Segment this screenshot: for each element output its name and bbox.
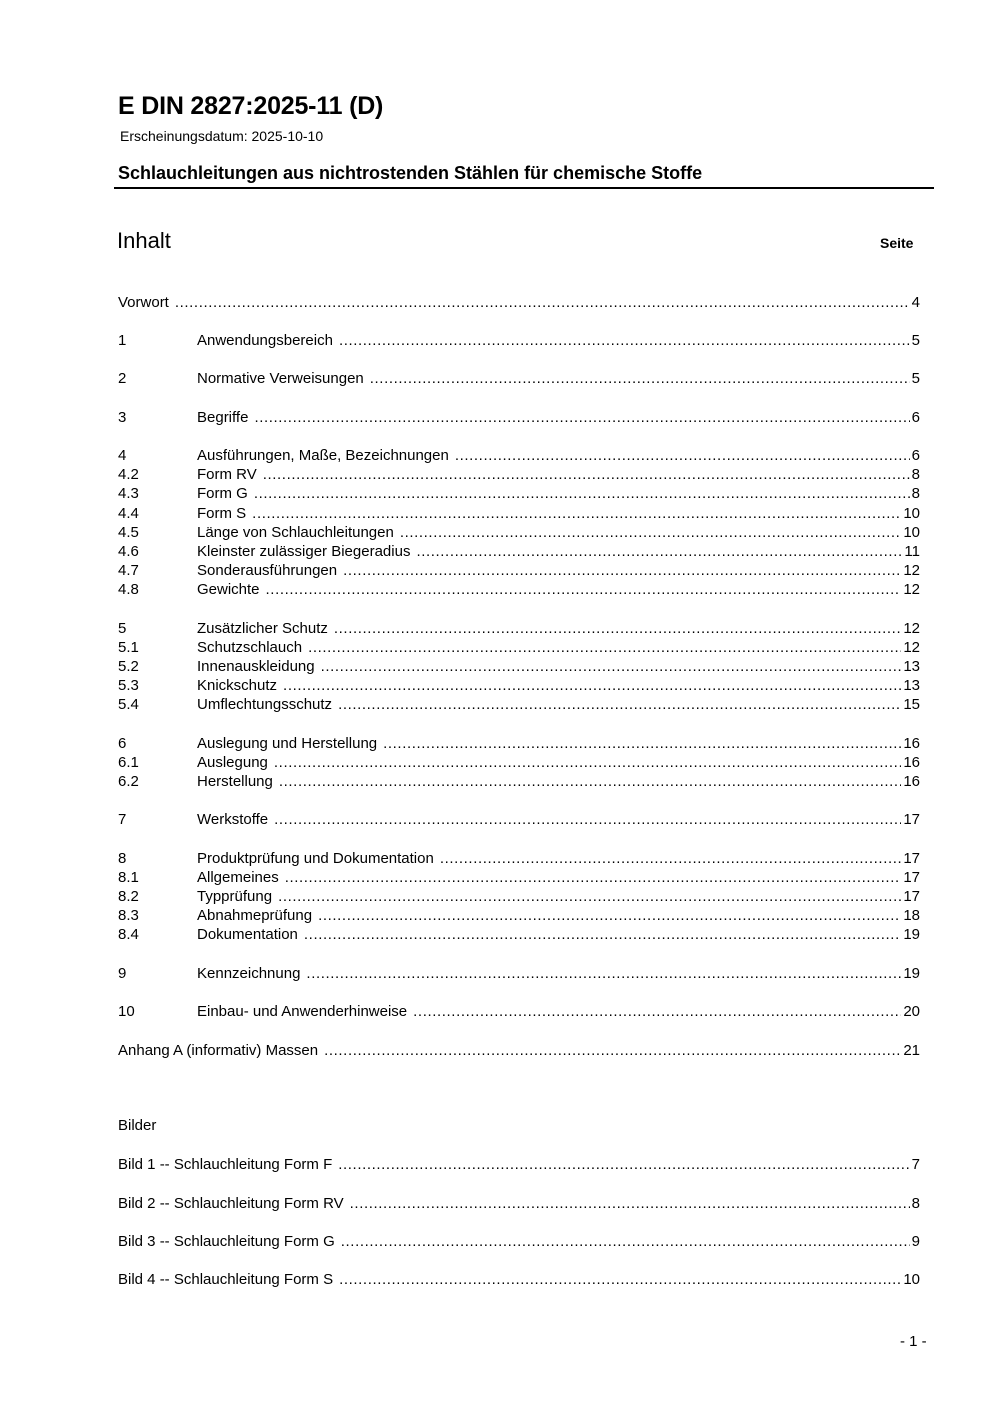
figure-entry[interactable] <box>118 1270 920 1289</box>
toc-entry-number: 8.3 <box>118 907 139 924</box>
toc-entry[interactable] <box>118 408 920 427</box>
toc-entry[interactable] <box>118 772 920 791</box>
toc-entry-page: 18 <box>903 907 920 924</box>
toc-entry-number: 4.3 <box>118 485 139 502</box>
toc-entry-number: Vorwort <box>118 294 169 311</box>
toc-entry-number: 4.5 <box>118 524 139 541</box>
dot-leader <box>266 580 902 599</box>
toc-entry-title: Begriffe <box>197 409 249 426</box>
toc-entry-page: 8 <box>911 1195 920 1212</box>
toc-entry[interactable] <box>118 523 920 542</box>
toc-entry-title: Bild 1 -- Schlauchleitung Form F <box>118 1156 333 1173</box>
toc-entry-page: 19 <box>903 926 920 943</box>
toc-entry-number: 7 <box>118 811 127 828</box>
toc-entry[interactable] <box>118 638 920 657</box>
toc-entry-title: Typprüfung <box>197 888 273 905</box>
toc-entry-page: 17 <box>903 811 920 828</box>
toc-entry-page: 12 <box>903 620 920 637</box>
page-column-label: Seite <box>880 235 914 251</box>
dot-leader <box>254 408 909 427</box>
toc-entry[interactable] <box>118 676 920 695</box>
toc-entry-page: 8 <box>911 466 920 483</box>
toc-entry-title: Form RV <box>197 466 257 483</box>
dot-leader <box>341 1232 910 1251</box>
toc-entry-number: 5.2 <box>118 658 139 675</box>
dot-leader <box>350 1194 910 1213</box>
toc-entry[interactable] <box>118 906 920 925</box>
toc-entry-number: Anhang A (informativ) Massen <box>118 1042 319 1059</box>
toc-entry-number: 4.7 <box>118 562 139 579</box>
toc-entry[interactable] <box>118 1041 920 1060</box>
dot-leader <box>334 619 901 638</box>
dot-leader <box>254 484 910 503</box>
toc-entry-title: Länge von Schlauchleitungen <box>197 524 394 541</box>
toc-entry-title: Knickschutz <box>197 677 278 694</box>
toc-entry-title: Produktprüfung und Dokumentation <box>197 850 434 867</box>
dot-leader <box>304 925 901 944</box>
toc-entry[interactable] <box>118 1002 920 1021</box>
toc-entry-number: 5 <box>118 620 127 637</box>
dot-leader <box>279 772 901 791</box>
toc-entry-number: 4.4 <box>118 505 139 522</box>
toc-entry[interactable] <box>118 734 920 753</box>
dot-leader <box>285 868 902 887</box>
toc-entry[interactable] <box>118 925 920 944</box>
toc-entry-page: 16 <box>903 754 920 771</box>
toc-entry-page: 10 <box>903 524 920 541</box>
toc-entry-title: Schutzschlauch <box>197 639 303 656</box>
toc-entry-title: Gewichte <box>197 581 260 598</box>
toc-entry-number: 3 <box>118 409 127 426</box>
toc-entry-number: 5.3 <box>118 677 139 694</box>
toc-entry-number: 6 <box>118 735 127 752</box>
toc-entry-title: Abnahmeprüfung <box>197 907 313 924</box>
toc-entry-title: Auslegung <box>197 754 268 771</box>
toc-entry-number: 10 <box>118 1003 135 1020</box>
toc-entry-page: 5 <box>911 370 920 387</box>
dot-leader <box>338 695 901 714</box>
toc-entry-page: 17 <box>903 888 920 905</box>
toc-entry-page: 10 <box>903 505 920 522</box>
dot-leader <box>324 1041 901 1060</box>
dot-leader <box>416 542 902 561</box>
dot-leader <box>308 638 901 657</box>
figure-entry[interactable] <box>118 1232 920 1251</box>
dot-leader <box>338 1155 909 1174</box>
figures-heading: Bilder <box>118 1117 157 1134</box>
toc-entry[interactable] <box>118 964 920 983</box>
document-title: Schlauchleitungen aus nichtrostenden Stählen für chemische Stoffe <box>118 163 703 183</box>
toc-entry[interactable] <box>118 446 920 465</box>
toc-entry-title: Form G <box>197 485 248 502</box>
toc-entry[interactable] <box>118 331 920 350</box>
toc-entry-page: 12 <box>903 581 920 598</box>
toc-entry-number: 8 <box>118 850 127 867</box>
toc-entry[interactable] <box>118 887 920 906</box>
toc-entry-title: Bild 2 -- Schlauchleitung Form RV <box>118 1195 344 1212</box>
toc-entry-page: 16 <box>903 773 920 790</box>
toc-entry-title: Form S <box>197 505 247 522</box>
toc-entry-page: 6 <box>911 409 920 426</box>
toc-entry-title: Einbau- und Anwenderhinweise <box>197 1003 408 1020</box>
toc-entry-number: 6.2 <box>118 773 139 790</box>
toc-entry-title: Bild 4 -- Schlauchleitung Form S <box>118 1271 334 1288</box>
figure-entry[interactable] <box>118 1194 920 1213</box>
dot-leader <box>175 293 910 312</box>
toc-entry[interactable] <box>118 580 920 599</box>
document-id: E DIN 2827:2025-11 (D) <box>118 92 384 120</box>
dot-leader <box>278 887 901 906</box>
toc-entry-page: 11 <box>904 543 920 560</box>
toc-entry[interactable] <box>118 619 920 638</box>
toc-entry-number: 4.6 <box>118 543 139 560</box>
toc-entry[interactable] <box>118 849 920 868</box>
publication-date: Erscheinungsdatum: 2025-10-10 <box>120 128 324 144</box>
page-number: - 1 - <box>900 1333 927 1350</box>
toc-entry-number: 4.8 <box>118 581 139 598</box>
toc-entry-title: Anwendungsbereich <box>197 332 333 349</box>
toc-entry-page: 21 <box>903 1042 920 1059</box>
toc-entry[interactable] <box>118 868 920 887</box>
toc-entry[interactable] <box>118 657 920 676</box>
dot-leader <box>321 657 902 676</box>
toc-entry-page: 6 <box>911 447 920 464</box>
dot-leader <box>400 523 901 542</box>
dot-leader <box>274 810 901 829</box>
dot-leader <box>370 369 910 388</box>
toc-entry-page: 17 <box>903 869 920 886</box>
toc-entry-title: Umflechtungsschutz <box>197 696 333 713</box>
toc-entry-title: Auslegung und Herstellung <box>197 735 378 752</box>
dot-leader <box>413 1002 901 1021</box>
toc-entry-title: Normative Verweisungen <box>197 370 364 387</box>
toc-entry[interactable] <box>118 504 920 523</box>
toc-entry-page: 7 <box>911 1156 920 1173</box>
toc-entry-page: 12 <box>903 639 920 656</box>
toc-entry-number: 5.1 <box>118 639 139 656</box>
toc-entry-page: 10 <box>903 1271 920 1288</box>
dot-leader <box>383 734 901 753</box>
dot-leader <box>274 753 901 772</box>
figure-entry[interactable] <box>118 1155 920 1174</box>
toc-entry[interactable] <box>118 369 920 388</box>
toc-entry-number: 6.1 <box>118 754 139 771</box>
dot-leader <box>318 906 901 925</box>
toc-entry-number: 8.2 <box>118 888 139 905</box>
toc-entry-page: 12 <box>903 562 920 579</box>
toc-entry-page: 4 <box>911 294 920 311</box>
toc-entry-page: 19 <box>903 965 920 982</box>
toc-entry-page: 13 <box>903 658 920 675</box>
toc-entry-title: Innenauskleidung <box>197 658 315 675</box>
dot-leader <box>306 964 901 983</box>
toc-entry[interactable] <box>118 810 920 829</box>
dot-leader <box>455 446 910 465</box>
toc-entry[interactable] <box>118 293 920 312</box>
toc-entry-number: 1 <box>118 332 127 349</box>
toc-entry[interactable] <box>118 695 920 714</box>
dot-leader <box>252 504 901 523</box>
dot-leader <box>339 331 910 350</box>
toc-entry-number: 8.4 <box>118 926 139 943</box>
toc-entry-title: Kleinster zulässiger Biegeradius <box>197 543 411 560</box>
toc-heading: Inhalt <box>117 228 171 253</box>
dot-leader <box>339 1270 901 1289</box>
dot-leader <box>263 465 910 484</box>
toc-entry-title: Allgemeines <box>197 869 279 886</box>
toc-entry[interactable] <box>118 542 920 561</box>
toc-entry-page: 16 <box>903 735 920 752</box>
dot-leader <box>343 561 901 580</box>
toc-entry-number: 9 <box>118 965 127 982</box>
toc-entry[interactable] <box>118 753 920 772</box>
dot-leader <box>440 849 901 868</box>
toc-entry-title: Dokumentation <box>197 926 298 943</box>
toc-entry-title: Zusätzlicher Schutz <box>197 620 328 637</box>
toc-entry-title: Bild 3 -- Schlauchleitung Form G <box>118 1233 335 1250</box>
toc-entry[interactable] <box>118 465 920 484</box>
toc-entry-page: 8 <box>911 485 920 502</box>
title-divider <box>114 187 934 189</box>
toc-entry-number: 4 <box>118 447 127 464</box>
toc-entry-title: Kennzeichnung <box>197 965 301 982</box>
toc-entry-number: 8.1 <box>118 869 139 886</box>
toc-entry-number: 4.2 <box>118 466 139 483</box>
toc-entry-page: 15 <box>903 696 920 713</box>
toc-entry-page: 20 <box>903 1003 920 1020</box>
toc-entry-page: 13 <box>903 677 920 694</box>
toc-entry-page: 9 <box>911 1233 920 1250</box>
toc-entry[interactable] <box>118 484 920 503</box>
toc-entry[interactable] <box>118 561 920 580</box>
toc-entry-title: Herstellung <box>197 773 273 790</box>
toc-entry-number: 2 <box>118 370 127 387</box>
dot-leader <box>283 676 901 695</box>
toc-entry-title: Ausführungen, Maße, Bezeichnungen <box>197 447 449 464</box>
toc-entry-page: 5 <box>911 332 920 349</box>
toc-entry-title: Werkstoffe <box>197 811 269 828</box>
toc-entry-number: 5.4 <box>118 696 139 713</box>
toc-entry-page: 17 <box>903 850 920 867</box>
toc-entry-title: Sonderausführungen <box>197 562 338 579</box>
